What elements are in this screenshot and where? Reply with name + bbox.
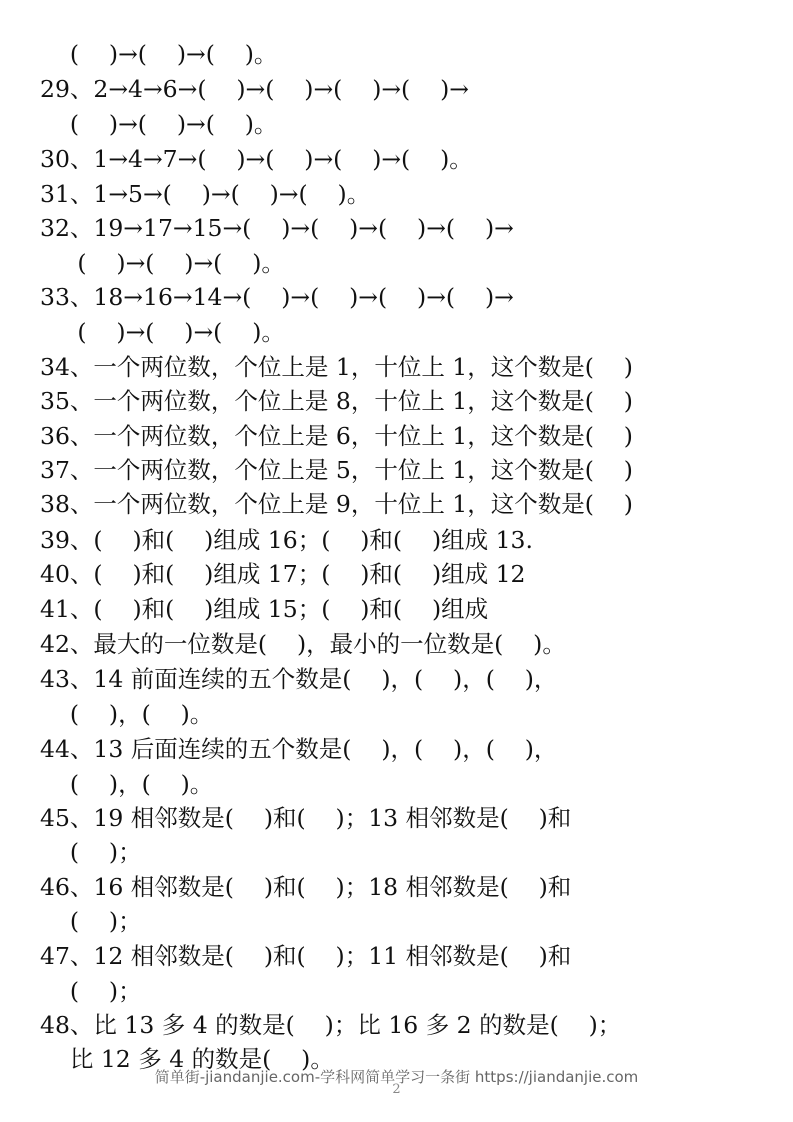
question-line: ( )→( )→( )。 bbox=[40, 110, 278, 138]
question-line: 45、19 相邻数是( )和( )；13 相邻数是( )和 bbox=[40, 804, 572, 832]
question-line: ( )； bbox=[40, 838, 142, 866]
question-line: 30、1→4→7→( )→( )→( )→( )。 bbox=[40, 145, 473, 173]
page-number: 2 bbox=[392, 1082, 401, 1097]
question-line: ( )，( )。 bbox=[40, 700, 214, 728]
question-line: 42、最大的一位数是( )，最小的一位数是( )。 bbox=[40, 630, 566, 658]
question-line: 43、14 前面连续的五个数是( )，( )，( )， bbox=[40, 665, 558, 693]
question-line: ( )→( )→( )。 bbox=[40, 40, 278, 68]
question-line: 29、2→4→6→( )→( )→( )→( )→ bbox=[40, 75, 469, 103]
question-line: 32、19→17→15→( )→( )→( )→( )→ bbox=[40, 214, 514, 242]
question-line: 比 12 多 4 的数是( )。 bbox=[40, 1045, 334, 1073]
question-line: 44、13 后面连续的五个数是( )，( )，( )， bbox=[40, 735, 558, 763]
question-line: 47、12 相邻数是( )和( )；11 相邻数是( )和 bbox=[40, 942, 572, 970]
question-line: 34、一个两位数，个位上是 1，十位上 1，这个数是( ) bbox=[40, 353, 633, 381]
footer-watermark: 简单街-jiandanjie.com-学科网简单学习一条街 https://jiandanjie.com bbox=[154, 1068, 639, 1086]
question-line: 40、( )和( )组成 17；( )和( )组成 12 bbox=[40, 560, 526, 588]
question-line: 38、一个两位数，个位上是 9，十位上 1，这个数是( ) bbox=[40, 490, 633, 518]
question-line: ( )，( )。 bbox=[40, 770, 214, 798]
question-line: ( )→( )→( )。 bbox=[40, 249, 285, 277]
question-line: 33、18→16→14→( )→( )→( )→( )→ bbox=[40, 283, 514, 311]
question-line: 48、比 13 多 4 的数是( )；比 16 多 2 的数是( )； bbox=[40, 1011, 622, 1039]
question-line: 31、1→5→( )→( )→( )。 bbox=[40, 180, 371, 208]
question-line: 46、16 相邻数是( )和( )；18 相邻数是( )和 bbox=[40, 873, 572, 901]
question-line: ( )； bbox=[40, 907, 142, 935]
question-line: 36、一个两位数，个位上是 6，十位上 1，这个数是( ) bbox=[40, 422, 633, 450]
question-line: ( )→( )→( )。 bbox=[40, 318, 285, 346]
question-line: 37、一个两位数，个位上是 5，十位上 1，这个数是( ) bbox=[40, 456, 633, 484]
question-line: 39、( )和( )组成 16；( )和( )组成 13. bbox=[40, 526, 533, 554]
question-line: 41、( )和( )组成 15；( )和( )组成 bbox=[40, 595, 489, 623]
question-line: 35、一个两位数，个位上是 8，十位上 1，这个数是( ) bbox=[40, 387, 633, 415]
question-line: ( )； bbox=[40, 977, 142, 1005]
